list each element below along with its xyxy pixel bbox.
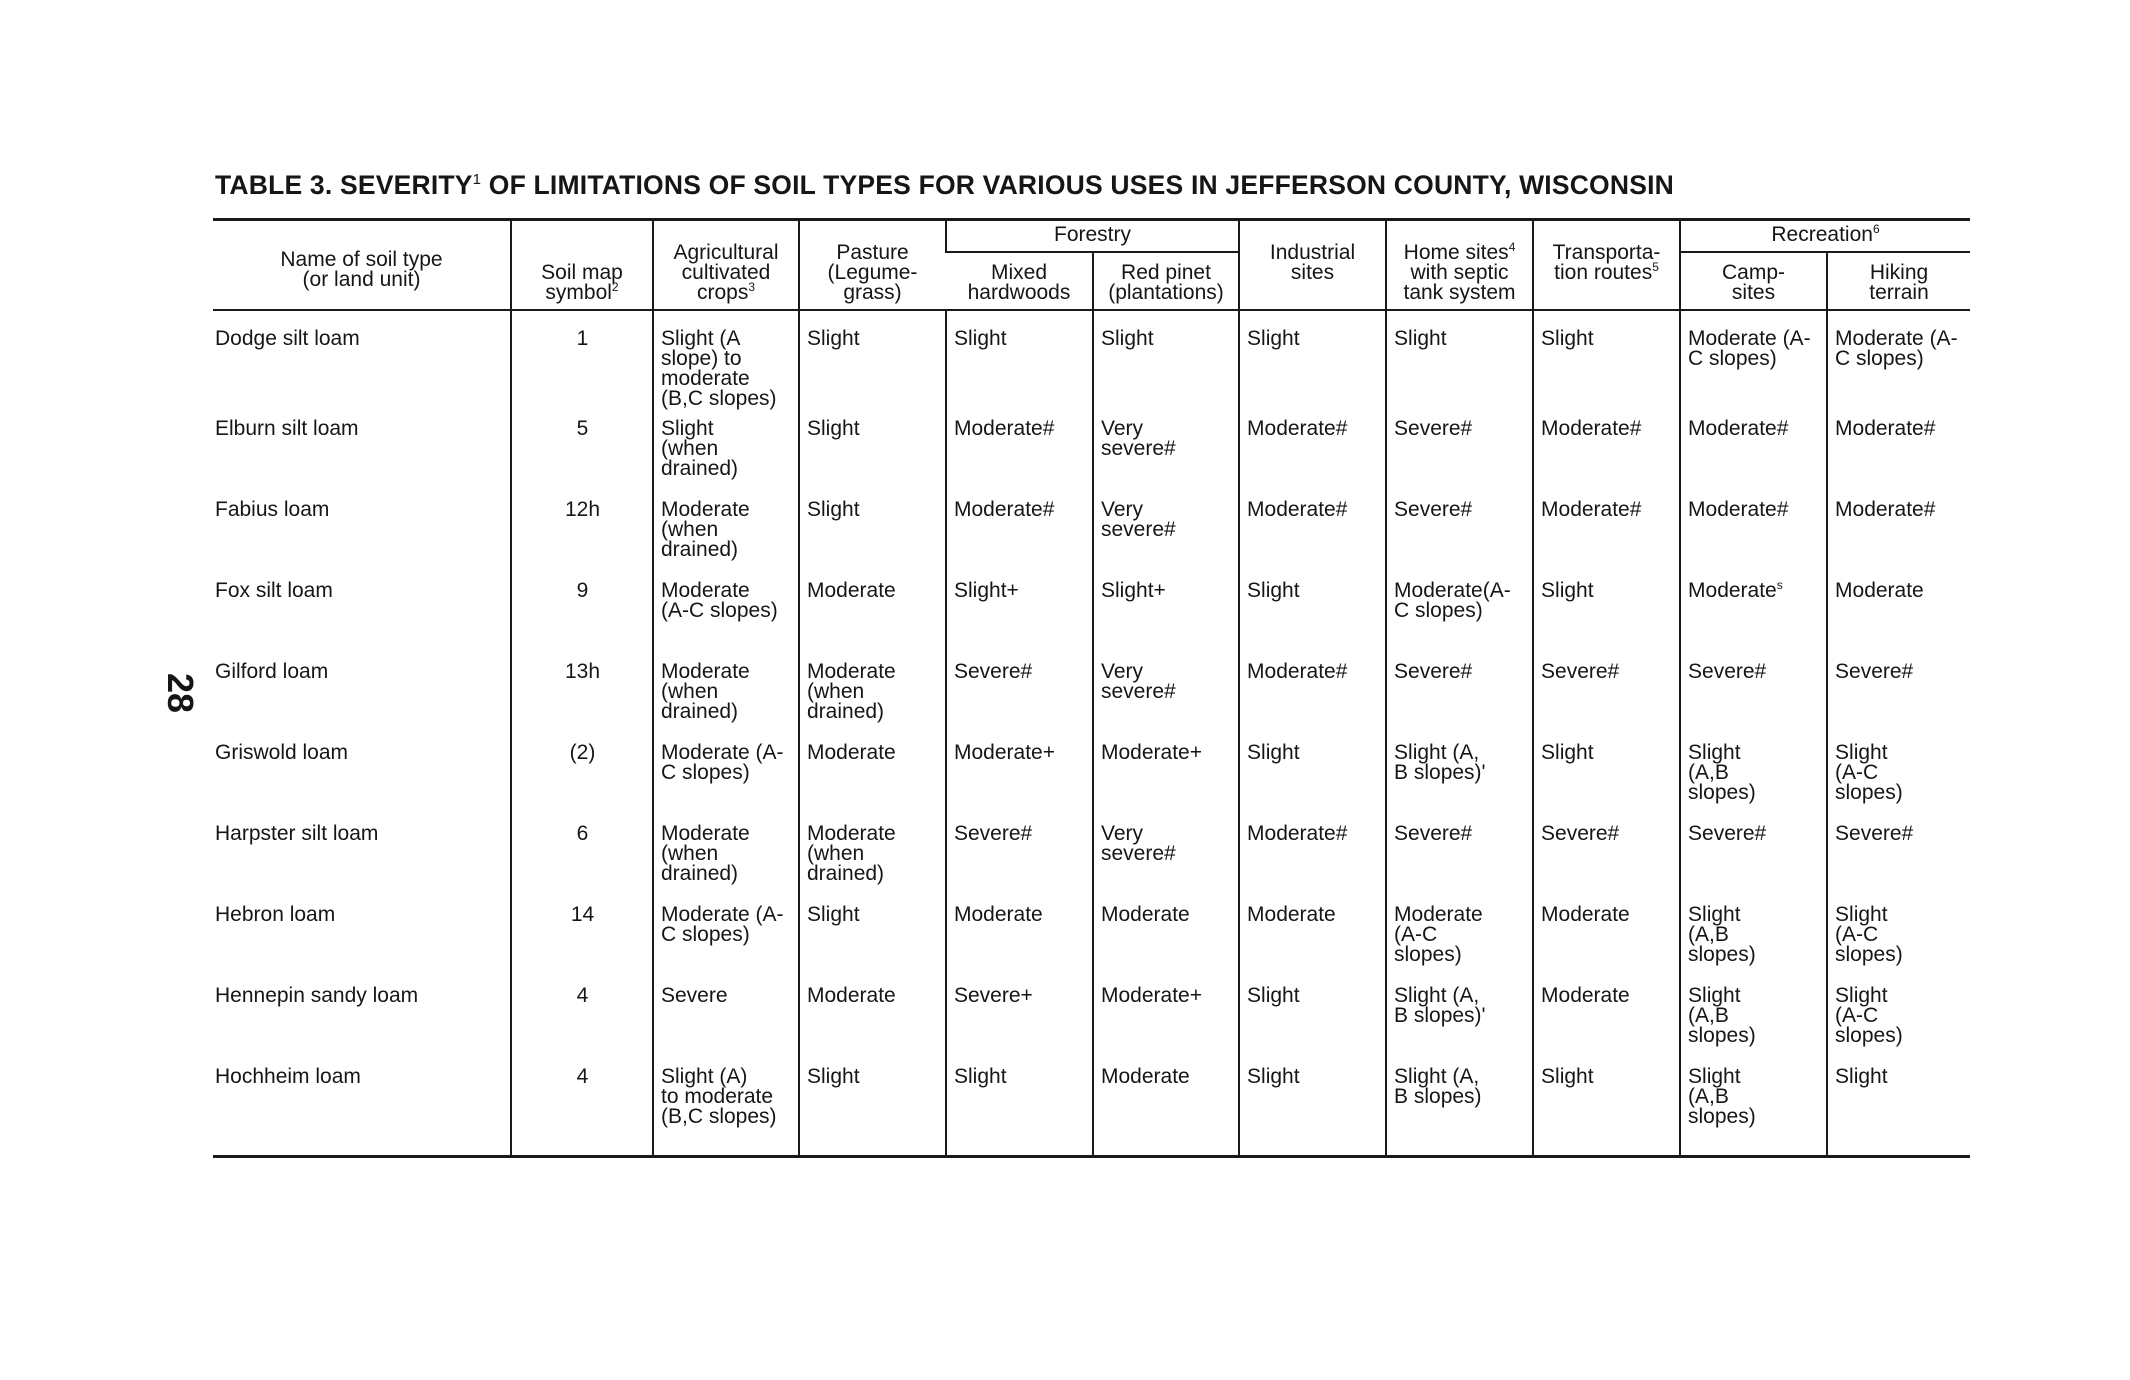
cell-name: Fox silt loam — [215, 579, 333, 602]
cell-hiking: Moderate# — [1827, 409, 1970, 490]
cell-camp-footnote: s — [1776, 578, 1783, 592]
cell-transport: Moderate# — [1533, 490, 1680, 571]
cell-camp-text: Moderate — [1688, 579, 1777, 602]
table-row — [213, 895, 1970, 976]
table-row — [213, 571, 1970, 652]
cell-symbol: 4 — [511, 976, 653, 1057]
cell-redpine: Slight — [1093, 310, 1239, 409]
cell-symbol: 4 — [511, 1057, 653, 1157]
cell-mixed: Moderate# — [946, 490, 1093, 571]
cell-symbol: 9 — [511, 571, 653, 652]
cell-home: Moderate(A- C slopes) — [1386, 571, 1533, 652]
cell-pasture: Moderate — [799, 976, 946, 1057]
cell-transport: Severe# — [1533, 652, 1680, 733]
header-red-pine: Red pinet (plantations) — [1093, 252, 1239, 310]
cell-symbol: 6 — [511, 814, 653, 895]
header-transportation — [1533, 220, 1680, 311]
header-mixed-hardwoods: Mixed hardwoods — [946, 252, 1093, 310]
header-agricultural — [653, 220, 799, 311]
cell-redpine: Slight+ — [1093, 571, 1239, 652]
header-symbol-footnote: 2 — [611, 280, 619, 294]
cell-pasture: Slight — [799, 409, 946, 490]
cell-industrial: Slight — [1239, 733, 1386, 814]
header-recreation-footnote: 6 — [1872, 222, 1880, 236]
cell-home: Slight (A, B slopes)' — [1386, 976, 1533, 1057]
cell-pasture: Slight — [799, 895, 946, 976]
header-industrial: Industrial sites — [1239, 220, 1386, 311]
cell-camp: Moderate# — [1680, 490, 1827, 571]
cell-camp — [1680, 571, 1827, 652]
cell-mixed: Slight+ — [946, 571, 1093, 652]
cell-camp: Severe# — [1680, 652, 1827, 733]
table-row — [213, 1057, 1970, 1157]
table-row — [213, 976, 1970, 1057]
title-footnote-1: 1 — [472, 171, 482, 189]
header-transport-footnote: 5 — [1652, 260, 1659, 274]
cell-transport: Severe# — [1533, 814, 1680, 895]
cell-home: Slight (A, B slopes) — [1386, 1057, 1533, 1157]
cell-mixed: Severe# — [946, 814, 1093, 895]
cell-pasture: Slight — [799, 490, 946, 571]
header-symbol-text: Soil map symbol — [541, 261, 623, 304]
cell-hiking: Slight — [1827, 1057, 1970, 1157]
table-row — [213, 490, 1970, 571]
cell-home: Severe# — [1386, 652, 1533, 733]
header-recreation-text: Recreation — [1771, 223, 1873, 246]
cell-camp: Slight (A,B slopes) — [1680, 895, 1827, 976]
cell-transport: Moderate# — [1533, 409, 1680, 490]
header-recreation — [1680, 220, 1970, 253]
cell-name: Gilford loam — [215, 660, 329, 683]
cell-redpine: Moderate — [1093, 895, 1239, 976]
cell-agri: Severe — [653, 976, 799, 1057]
cell-industrial: Moderate# — [1239, 652, 1386, 733]
cell-agri: Moderate (when drained) — [653, 814, 799, 895]
header-home-sites — [1386, 220, 1533, 311]
header-home-text-rest: with septic tank system — [1403, 261, 1516, 304]
cell-redpine: Very severe# — [1093, 814, 1239, 895]
cell-mixed: Slight — [946, 310, 1093, 409]
cell-agri: Moderate (A- C slopes) — [653, 733, 799, 814]
header-symbol — [511, 220, 653, 311]
table-row — [213, 409, 1970, 490]
cell-pasture: Moderate — [799, 571, 946, 652]
cell-redpine: Very severe# — [1093, 490, 1239, 571]
table-row — [213, 310, 1970, 409]
cell-name: Hennepin sandy loam — [215, 984, 419, 1007]
header-pasture: Pasture (Legume- grass) — [799, 220, 946, 311]
header-soil-name: Name of soil type (or land unit) — [213, 220, 511, 311]
cell-hiking: Moderate (A- C slopes) — [1827, 310, 1970, 409]
cell-pasture: Moderate (when drained) — [799, 652, 946, 733]
cell-industrial: Slight — [1239, 976, 1386, 1057]
cell-agri: Slight (A slope) to moderate (B,C slopes) — [653, 310, 799, 409]
cell-agri: Slight (when drained) — [653, 409, 799, 490]
header-home-text: Home sites — [1403, 241, 1509, 264]
cell-redpine: Very severe# — [1093, 409, 1239, 490]
cell-symbol: 5 — [511, 409, 653, 490]
cell-home: Severe# — [1386, 409, 1533, 490]
table-row — [213, 652, 1970, 733]
table-body — [213, 310, 1970, 1157]
cell-transport: Moderate — [1533, 895, 1680, 976]
cell-mixed: Moderate — [946, 895, 1093, 976]
cell-pasture: Slight — [799, 310, 946, 409]
cell-mixed: Severe# — [946, 652, 1093, 733]
cell-hiking: Severe# — [1827, 652, 1970, 733]
cell-hiking: Moderate — [1827, 571, 1970, 652]
cell-home: Slight — [1386, 310, 1533, 409]
cell-industrial: Moderate — [1239, 895, 1386, 976]
cell-pasture: Moderate — [799, 733, 946, 814]
cell-name: Hebron loam — [215, 903, 336, 926]
soil-limitations-table — [213, 218, 1970, 1158]
header-forestry: Forestry — [946, 220, 1239, 253]
header-hiking-terrain: Hiking terrain — [1827, 252, 1970, 310]
cell-camp: Moderate (A- C slopes) — [1680, 310, 1827, 409]
cell-symbol: 12h — [511, 490, 653, 571]
cell-symbol: 13h — [511, 652, 653, 733]
title-text-1: TABLE 3. SEVERITY — [215, 170, 473, 200]
cell-pasture: Moderate (when drained) — [799, 814, 946, 895]
cell-camp: Slight (A,B slopes) — [1680, 1057, 1827, 1157]
header-agricultural-text: Agricultural cultivated crops — [673, 241, 779, 304]
cell-agri: Moderate (A-C slopes) — [653, 571, 799, 652]
cell-name: Dodge silt loam — [215, 327, 360, 350]
cell-agri: Moderate (when drained) — [653, 490, 799, 571]
table-row — [213, 733, 1970, 814]
cell-industrial: Moderate# — [1239, 490, 1386, 571]
cell-agri: Moderate (A- C slopes) — [653, 895, 799, 976]
cell-redpine: Moderate+ — [1093, 733, 1239, 814]
header-home-footnote: 4 — [1508, 240, 1516, 254]
cell-redpine: Very severe# — [1093, 652, 1239, 733]
cell-name: Elburn silt loam — [215, 417, 359, 440]
title-text-2: OF LIMITATIONS OF SOIL TYPES FOR VARIOUS USES IN JEFFERSON COUNTY, WISCONSIN — [481, 170, 1674, 200]
cell-transport: Slight — [1533, 310, 1680, 409]
header-campsites: Camp- sites — [1680, 252, 1827, 310]
cell-camp: Severe# — [1680, 814, 1827, 895]
table-title — [215, 170, 1975, 201]
cell-mixed: Moderate+ — [946, 733, 1093, 814]
cell-industrial: Slight — [1239, 1057, 1386, 1157]
table-container — [213, 218, 1970, 1158]
cell-hiking: Severe# — [1827, 814, 1970, 895]
cell-camp: Slight (A,B slopes) — [1680, 733, 1827, 814]
cell-hiking: Slight (A-C slopes) — [1827, 895, 1970, 976]
cell-symbol: 1 — [511, 310, 653, 409]
cell-camp: Moderate# — [1680, 409, 1827, 490]
page-number: 28 — [160, 672, 202, 714]
cell-industrial: Moderate# — [1239, 409, 1386, 490]
cell-hiking: Moderate# — [1827, 490, 1970, 571]
cell-name: Harpster silt loam — [215, 822, 379, 845]
cell-industrial: Slight — [1239, 571, 1386, 652]
cell-pasture: Slight — [799, 1057, 946, 1157]
cell-hiking: Slight (A-C slopes) — [1827, 733, 1970, 814]
cell-transport: Moderate — [1533, 976, 1680, 1057]
cell-redpine: Moderate+ — [1093, 976, 1239, 1057]
cell-transport: Slight — [1533, 571, 1680, 652]
cell-camp: Slight (A,B slopes) — [1680, 976, 1827, 1057]
cell-name: Fabius loam — [215, 498, 330, 521]
cell-home: Severe# — [1386, 490, 1533, 571]
cell-hiking: Slight (A-C slopes) — [1827, 976, 1970, 1057]
cell-home: Slight (A, B slopes)' — [1386, 733, 1533, 814]
cell-name: Griswold loam — [215, 741, 349, 764]
header-agricultural-footnote: 3 — [748, 280, 756, 294]
cell-redpine: Moderate — [1093, 1057, 1239, 1157]
cell-industrial: Moderate# — [1239, 814, 1386, 895]
cell-symbol: 14 — [511, 895, 653, 976]
header-transport-text: Transporta- tion routes — [1552, 241, 1661, 284]
cell-transport: Slight — [1533, 1057, 1680, 1157]
table-row — [213, 814, 1970, 895]
cell-agri: Slight (A) to moderate (B,C slopes) — [653, 1057, 799, 1157]
cell-mixed: Slight — [946, 1057, 1093, 1157]
cell-industrial: Slight — [1239, 310, 1386, 409]
cell-home: Moderate (A-C slopes) — [1386, 895, 1533, 976]
cell-transport: Slight — [1533, 733, 1680, 814]
cell-mixed: Moderate# — [946, 409, 1093, 490]
cell-name: Hochheim loam — [215, 1065, 361, 1088]
cell-agri: Moderate (when drained) — [653, 652, 799, 733]
cell-mixed: Severe+ — [946, 976, 1093, 1057]
cell-symbol: (2) — [511, 733, 653, 814]
cell-home: Severe# — [1386, 814, 1533, 895]
